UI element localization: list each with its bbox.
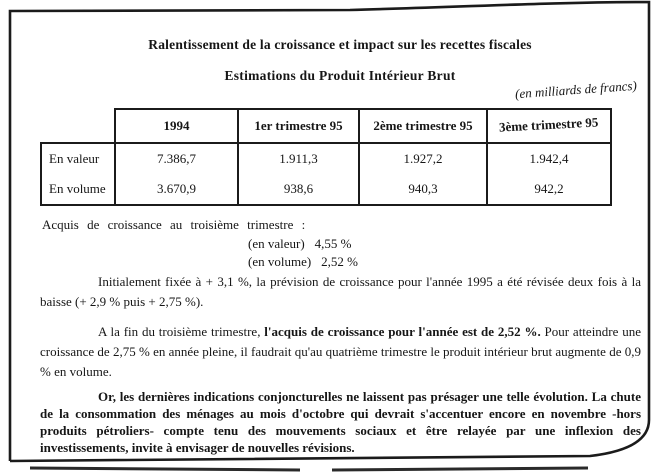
- acquis-valeur-label: (en valeur): [248, 236, 305, 251]
- acquis-valeur-line: [248, 236, 352, 252]
- paragraph-q3-acquis: [40, 322, 641, 382]
- paragraph-outlook-revisions: Or, les dernières indications conjoncturelles ne laissent pas présager une telle évolution. La chute de la consommation des ménages au mois d'octobre qui devrait s'accentuer encore en novembre -hors produits pétroliers- compte tenu des mouvements sociaux et être relayée par une inflexion des investissements, invite à envisager de nouvelles révisions.: [40, 389, 641, 455]
- unit-note: (en milliards de francs): [514, 77, 638, 102]
- cell-valeur-q2: 1.927,2: [359, 143, 487, 174]
- table-corner-blank: [41, 109, 115, 143]
- cell-volume-q1: 938,6: [238, 174, 359, 205]
- gdp-estimates-table: [40, 108, 612, 206]
- paragraph-initial-forecast: Initialement fixée à + 3,1 %, la prévision de croissance pour l'année 1995 a été révisée deux fois à la baisse (+ 2,9 % puis + 2,75 %).: [40, 274, 641, 309]
- column-header-q3-95-label: 3ème trimestre 95: [498, 114, 599, 135]
- column-header-1994: 1994: [115, 109, 238, 143]
- column-header-q2-95: 2ème trimestre 95: [359, 109, 487, 143]
- acquis-heading: Acquis de croissance au troisième trimestre :: [42, 217, 306, 232]
- paragraph-q3-acquis-post: Pour atteindre une croissance de 2,75 % en année pleine, il faudrait qu'au quatrième trimestre le produit intérieur brut augmente de 0,9 % en volume.: [40, 324, 642, 379]
- row-label-en-volume: En volume: [41, 174, 115, 205]
- table-header-row: [41, 109, 611, 143]
- table-row-en-volume: [41, 174, 611, 205]
- paragraph-q3-acquis-pre: A la fin du troisième trimestre,: [98, 324, 265, 339]
- row-label-en-valeur: En valeur: [41, 143, 115, 174]
- document-subtitle: Estimations du Produit Intérieur Brut: [224, 68, 456, 83]
- acquis-volume-value: 2,52 %: [321, 254, 359, 269]
- acquis-valeur-value: 4,55 %: [314, 236, 352, 251]
- document-title: Ralentissement de la croissance et impact sur les recettes fiscales: [148, 37, 532, 52]
- acquis-volume-label: (en volume): [248, 254, 312, 269]
- acquis-volume-line: [248, 254, 358, 270]
- cell-volume-q3: 942,2: [487, 174, 611, 205]
- cell-valeur-1994: 7.386,7: [115, 143, 238, 174]
- paragraph-q3-acquis-bold: l'acquis de croissance pour l'année est de 2,52 %.: [264, 324, 541, 339]
- cell-valeur-q1: 1.911,3: [238, 143, 359, 174]
- cell-volume-q2: 940,3: [359, 174, 487, 205]
- cell-volume-1994: 3.670,9: [115, 174, 238, 205]
- table-row-en-valeur: [41, 143, 611, 174]
- column-header-q3-95: [487, 109, 611, 143]
- column-header-q1-95: 1er trimestre 95: [238, 109, 359, 143]
- cell-valeur-q3: 1.942,4: [487, 143, 611, 174]
